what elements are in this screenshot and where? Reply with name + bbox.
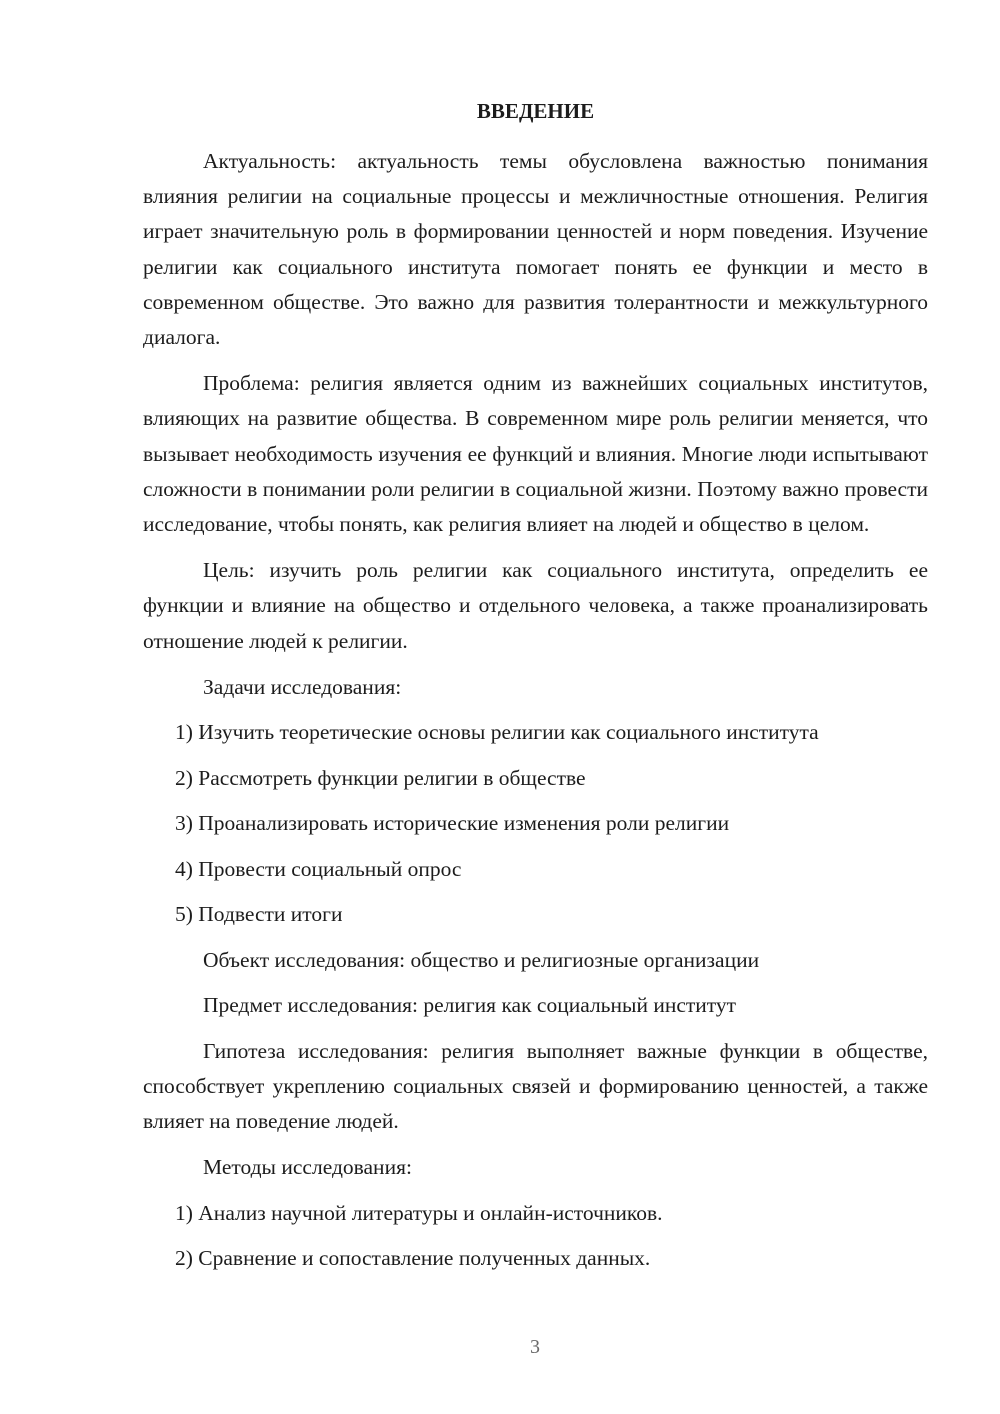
subject-line: Предмет исследования: религия как социальный институт xyxy=(203,993,737,1018)
problem-paragraph: Проблема: религия является одним из важнейших социальных институтов, влияющих на развитие общества. В современном мире роль религии меняется, что вызывает необходимость изучения ее функций и влияния. Многие люди испытывают сложности в понимании роли религии в социальной жизни. Поэтому важно провести исследование, чтобы понять, как религия влияет на людей и общество в целом. xyxy=(143,371,928,537)
page-number: 3 xyxy=(530,1336,540,1358)
list-item: 3) Проанализировать исторические изменения роли религии xyxy=(175,811,730,836)
relevance-paragraph: Актуальность: актуальность темы обусловлена важностью понимания влияния религии на социальные процессы и межличностные отношения. Религия играет значительную роль в формировании ценностей и норм поведения. Изучение религии как социального института помогает понять ее функции и место в современном обществе. Это важно для развития толерантности и межкультурного диалога. xyxy=(143,149,928,350)
goal-paragraph: Цель: изучить роль религии как социального института, определить ее функции и влияние на общество и отдельного человека, а также проанализировать отношение людей к религии. xyxy=(143,558,928,653)
object-line: Объект исследования: общество и религиозные организации xyxy=(203,947,760,972)
tasks-list xyxy=(143,715,928,932)
tasks-heading: Задачи исследования: xyxy=(203,674,402,699)
document-page xyxy=(143,96,928,1287)
list-item: 2) Сравнение и сопоставление полученных данных. xyxy=(175,1246,651,1271)
list-item: 1) Изучить теоретические основы религии как социального института xyxy=(175,720,819,745)
hypothesis-paragraph: Гипотеза исследования: религия выполняет важные функции в обществе, способствует укреплению социальных связей и формированию ценностей, а также влияет на поведение людей. xyxy=(143,1038,928,1134)
methods-heading: Методы исследования: xyxy=(203,1155,412,1180)
methods-list xyxy=(143,1196,928,1277)
list-item: 4) Провести социальный опрос xyxy=(175,856,462,881)
list-item: 1) Анализ научной литературы и онлайн-источников. xyxy=(175,1200,663,1225)
list-item: 2) Рассмотреть функции религии в обществе xyxy=(175,765,586,790)
section-title: ВВЕДЕНИЕ xyxy=(476,99,595,123)
list-item: 5) Подвести итоги xyxy=(175,902,343,927)
